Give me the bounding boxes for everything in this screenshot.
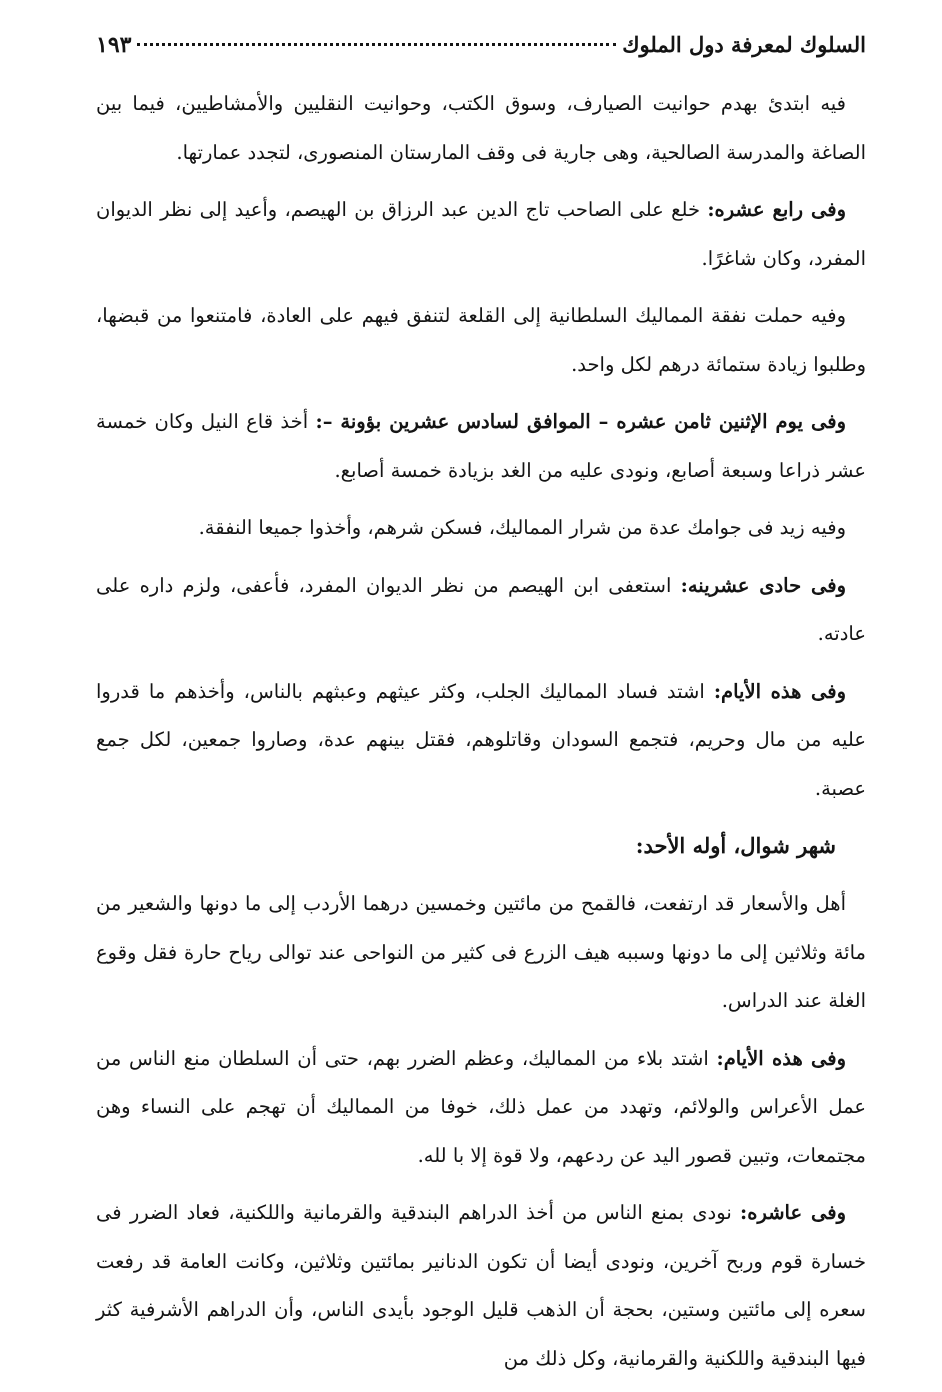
paragraph-text: وفيه حملت نفقة المماليك السلطانية إلى القلعة لتنفق فيهم على العادة، فامتنعوا من قبضها، وطلبوا زيادة ستمائة درهم لكل واحد. [96, 304, 866, 376]
paragraph-text: وفيه زيد فى جوامك عدة من شرار المماليك، فسكن شرهم، وأخذوا جميعا النفقة. [198, 516, 846, 539]
page-number: ١٩٣ [96, 32, 132, 58]
paragraph-text: اشتد بلاء من المماليك، وعظم الضرر بهم، حتى أن السلطان منع الناس من عمل الأعراس والولائم، وتهدد من عمل ذلك، خوفا من المماليك أن تهجم على النساء وهن مجتمعات، وتبين قصور اليد عن ردعهم، ولا قوة إلا با لله. [96, 1046, 866, 1167]
paragraph [96, 880, 866, 1026]
paragraph-text: استعفى ابن الهيصم من نظر الديوان المفرد، فأعفى، ولزم داره على عادته. [96, 573, 866, 645]
paragraph-text: اشتد فساد المماليك الجلب، وكثر عيثهم وعبثهم بالناس، وأخذهم ما قدروا عليه من مال وحريم، فتجمع السودان وقاتلوهم، فقتل بينهم عدة، وصاروا جمعين، لكل جمع عصبة. [96, 679, 866, 800]
book-title: السلوك لمعرفة دول الملوك [622, 32, 866, 57]
paragraph [96, 1189, 866, 1383]
paragraph-text: نودى بمنع الناس من أخذ الدراهم البندقية والقرمانية واللكنية، فعاد الضرر فى خسارة قوم وربح آخرين، ونودى أيضا أن تكون الدنانير بمائتين وثلاثين، وكانت العامة قد رفعت سعره إلى مائتين وستين، بحجة أن الذهب قليل الوجود بأيدى الناس، وأن الدراهم الأشرفية كثر فيها البندقية واللكنية والقرمانية، وكل ذلك من [96, 1201, 866, 1370]
paragraph-lead: وفى يوم الإثنين ثامن عشره – الموافق لسادس عشرين بؤونة –: [315, 410, 846, 433]
header-leader-dots [137, 43, 616, 46]
paragraph-lead: وفى عاشره: [740, 1201, 846, 1224]
paragraph-lead: وفى هذه الأيام: [713, 679, 846, 703]
paragraph-lead: وفى هذه الأيام: [716, 1046, 847, 1070]
paragraph-text: خلع على الصاحب تاج الدين عبد الرزاق بن الهيصم، وأعيد إلى نظر الديوان المفرد، وكان شاغرًا. [96, 198, 866, 270]
paragraph-text: أخذ قاع النيل وكان خمسة عشر ذراعا وسبعة أصابع، ونودى عليه من الغد بزيادة خمسة أصابع. [96, 410, 866, 482]
book-page [96, 32, 866, 1392]
paragraph [96, 80, 866, 177]
paragraph [96, 668, 866, 814]
paragraph-lead: وفى رابع عشره: [707, 198, 846, 221]
paragraph [96, 1035, 866, 1181]
paragraph [96, 504, 866, 553]
paragraph-lead: وفى حادى عشرينه: [680, 573, 846, 597]
paragraph [96, 398, 866, 495]
paragraph [96, 562, 866, 659]
paragraph [96, 186, 866, 283]
running-header [96, 32, 866, 76]
month-heading: شهر شوال، أوله الأحد: [635, 833, 836, 858]
paragraph [96, 292, 866, 389]
paragraph-text: فيه ابتدئ بهدم حوانيت الصيارف، وسوق الكتب، وحوانيت النقليين والأمشاطيين، فيما بين الصاغة والمدرسة الصالحية، وهى جارية فى وقف المارستان المنصورى، لتجدد عمارتها. [96, 92, 866, 164]
paragraph-text: أهل والأسعار قد ارتفعت، فالقمح من مائتين وخمسين درهما الأردب إلى ما دونها والشعير من مائة وثلاثين إلى ما دونها وسببه هيف الزرع فى كثير من النواحى عند توالى رياح حارة فقل وقوع الغلة عند الدراس. [96, 892, 866, 1012]
